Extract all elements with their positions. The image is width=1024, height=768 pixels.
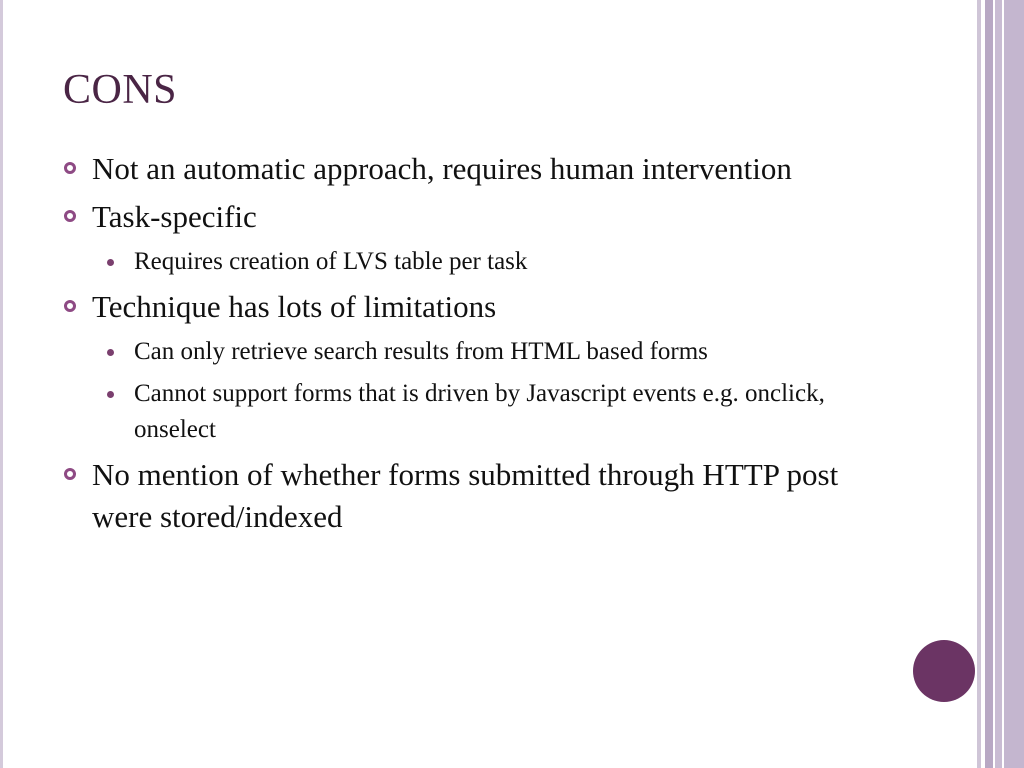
circle-bullet-icon bbox=[64, 210, 76, 222]
bullet-text: Not an automatic approach, requires human intervention bbox=[92, 151, 792, 186]
bullet-text: No mention of whether forms submitted through HTTP post were stored/indexed bbox=[92, 457, 839, 534]
bullet-item bbox=[62, 454, 902, 538]
decor-stripe bbox=[985, 0, 993, 768]
slide-title: CONS bbox=[63, 67, 178, 113]
left-border bbox=[0, 0, 3, 768]
bullet-text: Technique has lots of limitations bbox=[92, 289, 497, 324]
bullet-list bbox=[62, 148, 902, 544]
circle-bullet-icon bbox=[64, 300, 76, 312]
bullet-item bbox=[62, 196, 902, 238]
dot-bullet-icon bbox=[107, 391, 114, 398]
sub-bullet-text: Cannot support forms that is driven by Javascript events e.g. onclick, onselect bbox=[134, 380, 825, 443]
sub-bullet-text: Can only retrieve search results from HTML based forms bbox=[134, 338, 708, 365]
dot-bullet-icon bbox=[107, 349, 114, 356]
bullet-item bbox=[62, 286, 902, 328]
sub-bullet-text: Requires creation of LVS table per task bbox=[134, 248, 528, 275]
sub-bullet-item bbox=[62, 334, 902, 370]
decor-circle bbox=[913, 640, 975, 702]
circle-bullet-icon bbox=[64, 162, 76, 174]
bullet-text: Task-specific bbox=[92, 199, 257, 234]
sub-bullet-item bbox=[62, 244, 902, 280]
circle-bullet-icon bbox=[64, 468, 76, 480]
bullet-item bbox=[62, 148, 902, 190]
sub-bullet-item bbox=[62, 376, 902, 448]
decor-stripe bbox=[995, 0, 1002, 768]
decor-stripe bbox=[1004, 0, 1024, 768]
dot-bullet-icon bbox=[107, 259, 114, 266]
